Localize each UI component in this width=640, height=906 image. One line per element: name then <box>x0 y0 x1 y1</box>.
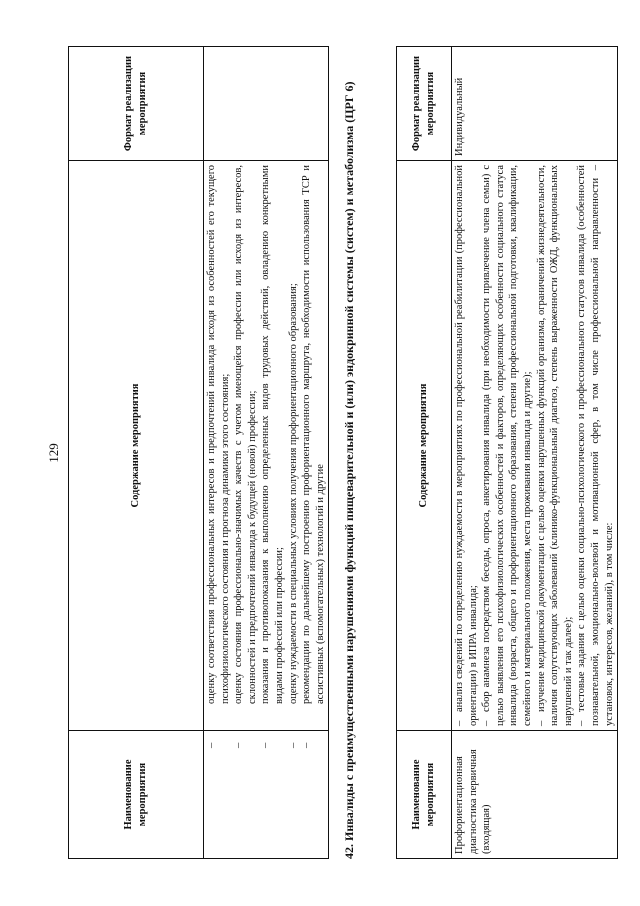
table-header-row <box>69 47 204 859</box>
list-item: –тестовые задания с целью оценки социально-психологического и профессионального статусов инвалида (особенностей познавательной, эмоционально-волевой и мотивационной сфер, в том числе профессиональной направленности – установок, интересов, желаний), в том числе: <box>576 165 615 726</box>
cell-format <box>204 47 329 161</box>
list-item: –анализ сведений по определению нуждаемости в мероприятиях по профессиональной реабилитации (профессиональной ориентации) в ИПРА инвалида; <box>454 165 479 726</box>
list-item: –рекомендации по дальнейшему построению профориентационного маршрута, необходимости использования ТСР и ассистивных (вспомогательных) технологий и другие <box>301 165 326 748</box>
header-name: Наименование мероприятия <box>69 731 204 859</box>
table-top <box>68 46 329 859</box>
rotated-page <box>40 43 615 863</box>
list-item: –изучение медицинской документации с целью оценки нарушенных функций организма, ограничений жизнедеятельности, наличия сопутствующих заболеваний (клинико-функциональный диагноз, степень выраженности ОЖД, функциональных нарушений и так далее); <box>535 165 574 726</box>
list-item: –оценку состояния профессионально-значимых качеств с учетом имеющейся профессии или исходя из интересов, склонностей и предпочтений инвалида к будущей (новой) профессии; <box>233 165 258 748</box>
header-name: Наименование мероприятия <box>397 731 452 859</box>
cell-name <box>204 731 329 859</box>
cell-name: Профориентационная диагностика первичная (входящая) <box>452 731 618 859</box>
cell-content <box>204 161 329 748</box>
section-title: 42. Инвалиды с преимущественными нарушениями функций пищеварительной и (или) эндокринной системы (систем) и метаболизма (ЦРГ 6) <box>342 81 356 859</box>
table-header-row <box>397 47 452 859</box>
table-row <box>204 47 329 859</box>
header-format: Формат реализации мероприятия <box>397 47 452 161</box>
cell-content <box>452 161 618 731</box>
list-item: –оценку соответствия профессиональных интересов и предпочтений инвалида исходя из особенностей его текущего психофизиологического состояния и прогноза динамики этого состояния; <box>206 165 231 748</box>
list-item: –показания и противопоказания к выполнению определенных видов трудовых действий, овладению конкретными видами профессий или профессии; <box>260 165 285 748</box>
header-content: Содержание мероприятия <box>69 161 204 731</box>
header-format: Формат реализации мероприятия <box>69 47 204 161</box>
page-number: 129 <box>46 443 61 463</box>
list-item: –сбор анамнеза посредством беседы, опроса, анкетирования инвалида (при необходимости привлечение члена семьи) с целью выявления его психофизиологических особенностей и факторов, определяющих особенности социального статуса инвалида (возраста, общего и профориентационного образования, степени профессиональной подготовки, квалификации, семейного и материального положения, места проживания инвалида и другие); <box>481 165 533 726</box>
header-content: Содержание мероприятия <box>397 161 452 731</box>
table-bottom <box>396 46 618 859</box>
table-row <box>452 47 618 859</box>
list-item: –оценку нуждаемости в специальных условиях получения профориентационного образования; <box>287 283 299 748</box>
cell-format: Индивидуальный <box>452 47 618 161</box>
